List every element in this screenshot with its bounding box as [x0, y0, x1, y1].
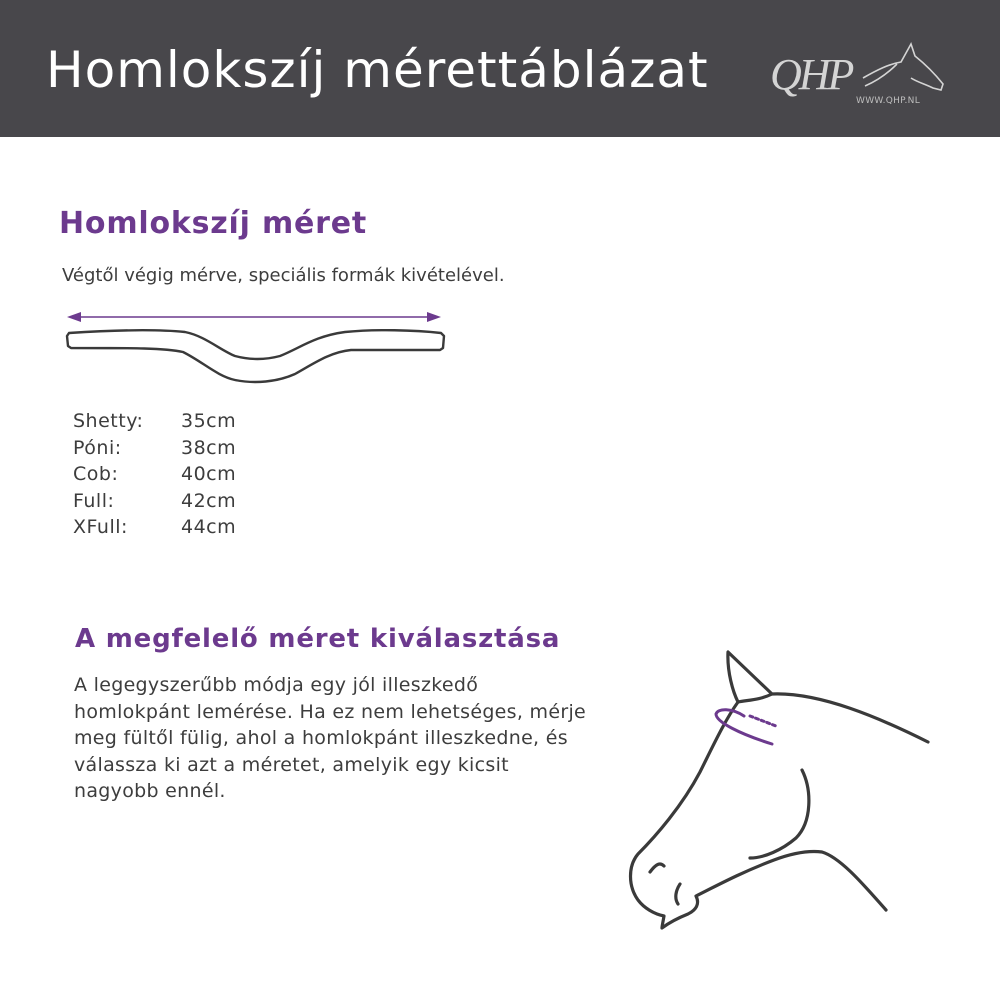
size-value: 38cm: [181, 436, 237, 459]
size-value: 42cm: [181, 489, 237, 512]
section2-title: A megfelelő méret kiválasztása: [75, 624, 561, 654]
header-banner: [0, 0, 1000, 137]
size-value: 40cm: [181, 463, 237, 486]
size-table: [73, 408, 236, 541]
measure-arrow: [67, 312, 441, 322]
browband-shape-icon: [67, 330, 444, 382]
page-title: Homlokszíj mérettáblázat: [46, 41, 709, 99]
size-name: Cob:: [73, 463, 119, 486]
size-name: Full:: [73, 489, 115, 512]
section1-subtitle: Végtől végig mérve, speciális formák kivételével.: [62, 265, 505, 286]
size-name: XFull:: [73, 516, 128, 539]
horse-ear-inner: [738, 694, 772, 702]
size-value: 44cm: [181, 516, 237, 539]
horse-outline-icon: [631, 652, 929, 928]
table-row: [73, 408, 236, 435]
table-row: [73, 514, 236, 541]
horse-jaw-line: [750, 770, 809, 858]
horse-head-illustration: [620, 640, 940, 940]
size-name: Shetty:: [73, 410, 144, 433]
browband-illustration: [55, 300, 455, 395]
size-value: 35cm: [181, 410, 237, 433]
horse-nostril: [650, 864, 664, 872]
table-row: [73, 435, 236, 462]
table-row: [73, 461, 236, 488]
table-row: [73, 488, 236, 515]
logo-url: WWW.QHP.NL: [856, 96, 921, 106]
section1-title: Homlokszíj méret: [59, 206, 368, 241]
browband-on-horse-icon: [716, 710, 776, 744]
size-name: Póni:: [73, 436, 122, 459]
logo-text: QHP: [770, 50, 852, 99]
logo-horse-icon: [863, 44, 943, 90]
horse-mouth: [676, 884, 680, 904]
section2-body: A legegyszerűbb módja egy jól illeszkedő homlokpánt lemérése. Ha ez nem lehetséges, mérje meg fültől fülig, ahol a homlokpánt illeszkedne, és válassza ki azt a méretet, amelyik egy kicsit nagyobb ennél.: [74, 674, 587, 802]
